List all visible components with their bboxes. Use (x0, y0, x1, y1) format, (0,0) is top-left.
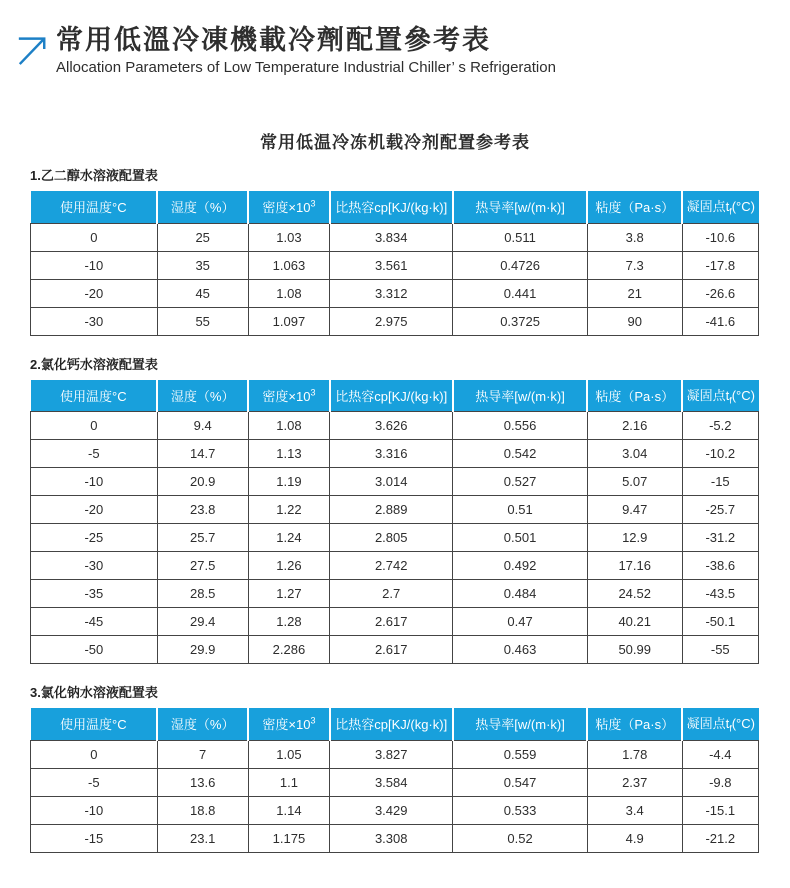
table-cell: 3.561 (330, 251, 453, 279)
table-cell: 0.47 (453, 608, 588, 636)
table-cell: 17.16 (587, 552, 682, 580)
table-cell: 0.533 (453, 796, 588, 824)
table-cell: 1.27 (248, 580, 330, 608)
table-cell: 2.617 (330, 636, 453, 664)
table-cell: -10 (31, 251, 158, 279)
column-header: 凝固点$t_f(^\circ C)$ (682, 708, 758, 740)
table-row (31, 279, 759, 307)
table-cell: 1.24 (248, 524, 330, 552)
table-row (31, 223, 759, 251)
table-cell: 3.429 (330, 796, 453, 824)
table-cell: 50.99 (587, 636, 682, 664)
brand-title: 常用低溫冷凍機載冷劑配置參考表 (56, 25, 491, 55)
table-cell: 3.8 (587, 223, 682, 251)
table-cell: 1.05 (248, 740, 330, 768)
column-header: 比热容cp[KJ/(kg·k)] (330, 191, 453, 223)
section-label-glycol: 1.乙二醇水溶液配置表 (30, 168, 158, 183)
table-cell: 1.03 (248, 223, 330, 251)
table-header-row (31, 191, 759, 223)
table-cell: 0.542 (453, 440, 588, 468)
table-cell: -30 (31, 552, 158, 580)
table-cell: 12.9 (587, 524, 682, 552)
table-cell: 2.37 (587, 768, 682, 796)
table-cell: -20 (31, 279, 158, 307)
table-cell: 23.1 (157, 824, 248, 852)
column-header: 粘度（Pa·s） (587, 191, 682, 223)
table-cell: 0.3725 (453, 307, 588, 335)
table-cell: 0.527 (453, 468, 588, 496)
table-row (31, 251, 759, 279)
column-header: 凝固点$t_f(^\circ C)$ (682, 191, 758, 223)
table-cell: -10 (31, 468, 158, 496)
table-cell: 1.097 (248, 307, 330, 335)
table-cell: -17.8 (682, 251, 758, 279)
table-cell: 0.559 (453, 740, 588, 768)
table-cell: 3.834 (330, 223, 453, 251)
table-cell: 7 (157, 740, 248, 768)
table-cell: 1.26 (248, 552, 330, 580)
table-cell: 0.484 (453, 580, 588, 608)
table-cell: 14.7 (157, 440, 248, 468)
table-cell: -5 (31, 440, 158, 468)
table-cell: 0.4726 (453, 251, 588, 279)
table-cell: -25.7 (682, 496, 758, 524)
table-cell: -9.8 (682, 768, 758, 796)
table-cell: -55 (682, 636, 758, 664)
table-cell: 7.3 (587, 251, 682, 279)
table-cell: -20 (31, 496, 158, 524)
table-header-row (31, 708, 759, 740)
table-cell: 0.441 (453, 279, 588, 307)
column-header: 热导率[w/(m·k)] (453, 708, 588, 740)
table-cell: 25 (157, 223, 248, 251)
column-header: 使用温度°C (31, 708, 158, 740)
table-cell: -15 (682, 468, 758, 496)
table-row (31, 496, 759, 524)
column-header: 密度$\times 10^3$ (248, 708, 330, 740)
table-cell: 5.07 (587, 468, 682, 496)
table-cell: 90 (587, 307, 682, 335)
table-cell: 3.308 (330, 824, 453, 852)
table-cell: 13.6 (157, 768, 248, 796)
table-cell: -5.2 (682, 412, 758, 440)
table-row (31, 468, 759, 496)
section-label-calcium-chloride: 2.氯化钙水溶液配置表 (30, 356, 158, 372)
table-cell: 1.28 (248, 608, 330, 636)
table-cell: 3.4 (587, 796, 682, 824)
table-cell: -50.1 (682, 608, 758, 636)
table-row (31, 608, 759, 636)
table-cell: 2.7 (330, 580, 453, 608)
table-row (31, 307, 759, 335)
table-header-row (31, 380, 759, 412)
column-header: 比热容cp[KJ/(kg·k)] (330, 380, 453, 412)
table-cell: 1.14 (248, 796, 330, 824)
table-cell: 40.21 (587, 608, 682, 636)
table-cell: 1.175 (248, 824, 330, 852)
table-cell: -26.6 (682, 279, 758, 307)
table-cell: 1.78 (587, 740, 682, 768)
column-header: 湿度（%） (157, 708, 248, 740)
column-header: 湿度（%） (157, 191, 248, 223)
section-label-sodium-chloride: 3.氯化钠水溶液配置表 (30, 685, 158, 700)
calcium-chloride-solution-table (30, 380, 759, 665)
table-cell: 1.063 (248, 251, 330, 279)
table-cell: -45 (31, 608, 158, 636)
column-header: 湿度（%） (157, 380, 248, 412)
table-cell: 3.316 (330, 440, 453, 468)
document-title: 常用低温冷冻机载冷剂配置参考表 (260, 133, 530, 152)
table-cell: -30 (31, 307, 158, 335)
column-header: 热导率[w/(m·k)] (453, 380, 588, 412)
table-cell: 18.8 (157, 796, 248, 824)
glycol-solution-table (30, 191, 759, 336)
table-cell: 3.312 (330, 279, 453, 307)
table-row (31, 412, 759, 440)
table-cell: -25 (31, 524, 158, 552)
table-cell: -43.5 (682, 580, 758, 608)
table-row (31, 524, 759, 552)
table-cell: -5 (31, 768, 158, 796)
table-cell: -41.6 (682, 307, 758, 335)
column-header: 密度$\times 10^3$ (248, 380, 330, 412)
table-row (31, 552, 759, 580)
table-cell: 2.742 (330, 552, 453, 580)
table-cell: 29.4 (157, 608, 248, 636)
column-header: 热导率[w/(m·k)] (453, 191, 588, 223)
table-cell: 0.51 (453, 496, 588, 524)
table-cell: 1.19 (248, 468, 330, 496)
table-cell: -38.6 (682, 552, 758, 580)
table-cell: 2.617 (330, 608, 453, 636)
table-cell: 0.511 (453, 223, 588, 251)
column-header: 使用温度°C (31, 380, 158, 412)
table-cell: -35 (31, 580, 158, 608)
table-cell: -15.1 (682, 796, 758, 824)
table-cell: 24.52 (587, 580, 682, 608)
table-cell: 3.014 (330, 468, 453, 496)
table-cell: 35 (157, 251, 248, 279)
column-header: 粘度（Pa·s） (587, 708, 682, 740)
table-cell: 9.47 (587, 496, 682, 524)
table-cell: -10 (31, 796, 158, 824)
table-row (31, 636, 759, 664)
table-cell: 0 (31, 223, 158, 251)
table-cell: 4.9 (587, 824, 682, 852)
table-cell: 0.463 (453, 636, 588, 664)
table-cell: 2.889 (330, 496, 453, 524)
table-cell: 28.5 (157, 580, 248, 608)
table-cell: 25.7 (157, 524, 248, 552)
brand-header (0, 0, 790, 78)
table-cell: -10.6 (682, 223, 758, 251)
column-header: 凝固点$t_f(^\circ C)$ (682, 380, 758, 412)
table-cell: 0.501 (453, 524, 588, 552)
table-cell: 2.16 (587, 412, 682, 440)
table-row (31, 824, 759, 852)
table-cell: 1.13 (248, 440, 330, 468)
table-cell: 23.8 (157, 496, 248, 524)
table-cell: 2.286 (248, 636, 330, 664)
table-cell: 9.4 (157, 412, 248, 440)
column-header: 使用温度°C (31, 191, 158, 223)
table-row (31, 440, 759, 468)
table-cell: 0 (31, 412, 158, 440)
table-cell: 0.492 (453, 552, 588, 580)
table-cell: 3.04 (587, 440, 682, 468)
table-cell: 29.9 (157, 636, 248, 664)
table-cell: 20.9 (157, 468, 248, 496)
table-row (31, 796, 759, 824)
arrow-up-right-icon (16, 32, 48, 71)
table-cell: 3.626 (330, 412, 453, 440)
sodium-chloride-solution-table (30, 708, 759, 853)
table-cell: 0.556 (453, 412, 588, 440)
brand-text-block (56, 24, 556, 78)
table-row (31, 768, 759, 796)
table-cell: 0 (31, 740, 158, 768)
table-cell: 1.08 (248, 279, 330, 307)
column-header: 密度$\times 10^3$ (248, 191, 330, 223)
table-cell: 55 (157, 307, 248, 335)
table-cell: -15 (31, 824, 158, 852)
table-cell: 27.5 (157, 552, 248, 580)
brand-subtitle: Allocation Parameters of Low Temperature Industrial Chiller’ s Refrigeration (56, 59, 556, 76)
table-cell: -10.2 (682, 440, 758, 468)
table-cell: 1.22 (248, 496, 330, 524)
table-cell: -50 (31, 636, 158, 664)
table-cell: 2.805 (330, 524, 453, 552)
table-cell: 45 (157, 279, 248, 307)
table-cell: -21.2 (682, 824, 758, 852)
table-cell: -4.4 (682, 740, 758, 768)
column-header: 粘度（Pa·s） (587, 380, 682, 412)
table-cell: 21 (587, 279, 682, 307)
table-cell: 0.52 (453, 824, 588, 852)
table-cell: 2.975 (330, 307, 453, 335)
table-row (31, 740, 759, 768)
column-header: 比热容cp[KJ/(kg·k)] (330, 708, 453, 740)
table-cell: 3.584 (330, 768, 453, 796)
table-cell: 1.1 (248, 768, 330, 796)
table-cell: 0.547 (453, 768, 588, 796)
table-cell: 3.827 (330, 740, 453, 768)
table-cell: 1.08 (248, 412, 330, 440)
table-cell: -31.2 (682, 524, 758, 552)
table-row (31, 580, 759, 608)
